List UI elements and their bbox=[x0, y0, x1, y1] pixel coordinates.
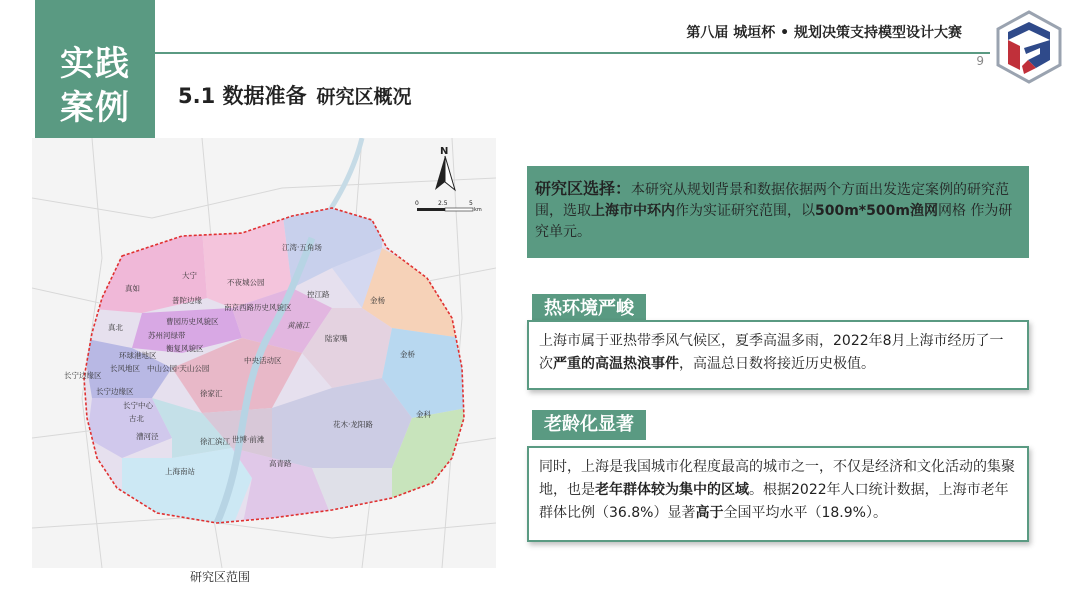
aging-text-3: 全国平均水平（18.9%）。 bbox=[723, 505, 887, 521]
aging-section-title: 老龄化显著 bbox=[532, 410, 646, 440]
aging-bold-2: 高于 bbox=[695, 505, 724, 521]
study-area-selection-box bbox=[527, 166, 1029, 258]
district-label: 陆家嘴 bbox=[325, 334, 348, 343]
district-label: 长风地区 bbox=[110, 364, 140, 373]
district-label: 金科 bbox=[416, 410, 431, 419]
slide-title-main: 5.1 数据准备 bbox=[178, 84, 307, 108]
district-label: 世博·前滩 bbox=[232, 435, 265, 444]
scale-tick-1: 2.5 bbox=[438, 200, 448, 207]
district-label: 金杨 bbox=[370, 296, 385, 305]
intro-text-2: 作为实证研究范围，以 bbox=[675, 203, 815, 219]
header-divider bbox=[155, 52, 990, 54]
study-area-map bbox=[32, 138, 496, 568]
district-label: 江湾·五角场 bbox=[282, 243, 322, 252]
scale-unit: km bbox=[474, 207, 482, 213]
map-caption: 研究区范围 bbox=[190, 570, 251, 584]
intro-text-3: 网格 作为研究单元。 bbox=[535, 203, 1013, 240]
scale-tick-2: 5 bbox=[469, 200, 473, 207]
district-label: 普陀边缘 bbox=[172, 296, 202, 305]
heat-section-box bbox=[527, 320, 1029, 390]
badge-line-2: 案例 bbox=[60, 88, 130, 128]
heat-section-title: 热环境严峻 bbox=[532, 294, 646, 324]
intro-bold-2: 500m*500m渔网 bbox=[815, 203, 938, 219]
district-label: 衡复风貌区 bbox=[166, 344, 204, 353]
district-label: 南京西路历史风貌区 bbox=[224, 303, 292, 312]
north-label: N bbox=[440, 146, 449, 157]
aging-text-1: 同时，上海是我国城市化程度最高的城市之一，不仅是经济和文化活动的集聚地，也是 bbox=[539, 459, 1015, 498]
page-number: 9 bbox=[976, 54, 984, 68]
district-label: 中央活动区 bbox=[244, 356, 282, 365]
intro-bold-1: 上海市中环内 bbox=[591, 203, 675, 219]
badge-line-1: 实践 bbox=[60, 44, 130, 84]
district-label: 大宁 bbox=[182, 271, 197, 280]
district-label: 金桥 bbox=[400, 350, 415, 359]
district-label: 真北 bbox=[108, 323, 123, 332]
district-label: 中山公园·天山公园 bbox=[147, 364, 210, 373]
district-label: 花木·龙阳路 bbox=[333, 420, 373, 429]
river-label: 黄浦江 bbox=[287, 321, 310, 330]
competition-title: 第八届 城垣杯 • 规划决策支持模型设计大赛 bbox=[686, 25, 962, 41]
district-label: 真如 bbox=[125, 284, 140, 293]
aging-text-2: 。根据2022年人口统计数据，上海市老年群体比例（36.8%）显著 bbox=[539, 482, 1009, 521]
district-label: 苏州河绿带 bbox=[148, 331, 186, 340]
district-label: 长宁边缘区 bbox=[96, 387, 134, 396]
district-label: 控江路 bbox=[307, 290, 330, 299]
district-label: 长宁中心 bbox=[123, 401, 153, 410]
district-label: 古北 bbox=[129, 414, 144, 423]
heat-text-2: ，高温总日数将接近历史极值。 bbox=[679, 356, 875, 372]
heat-text-1: 上海市属于亚热带季风气候区，夏季高温多雨，2022年8月上海市经历了一次 bbox=[539, 333, 1004, 372]
intro-label: 研究区选择： bbox=[535, 179, 632, 198]
district-label: 不夜城公园 bbox=[227, 278, 265, 287]
scale-tick-0: 0 bbox=[415, 200, 419, 207]
slide-title-sub: 研究区概况 bbox=[316, 86, 412, 108]
competition-logo-icon bbox=[994, 10, 1064, 84]
district-label: 环球港地区 bbox=[119, 351, 157, 360]
intro-text bbox=[535, 178, 1021, 243]
heat-bold-1: 严重的高温热浪事件 bbox=[553, 356, 679, 372]
district-label: 徐汇滨江 bbox=[200, 437, 230, 446]
district-label: 漕河泾 bbox=[136, 432, 159, 441]
slide-title bbox=[178, 80, 412, 110]
district-label: 徐家汇 bbox=[200, 389, 223, 398]
aging-bold-1: 老年群体较为集中的区域 bbox=[595, 482, 749, 498]
aging-section-box bbox=[527, 446, 1029, 542]
district-label: 曹园历史风貌区 bbox=[166, 317, 219, 326]
intro-text-1: 本研究从规划背景和数据依据两个方面出发选定案例的研究范围，选取 bbox=[535, 182, 1010, 219]
section-badge bbox=[35, 0, 155, 145]
district-label: 高青路 bbox=[269, 459, 292, 468]
district-label: 上海南站 bbox=[165, 467, 195, 476]
district-label: 长宁边缘区 bbox=[64, 371, 102, 380]
